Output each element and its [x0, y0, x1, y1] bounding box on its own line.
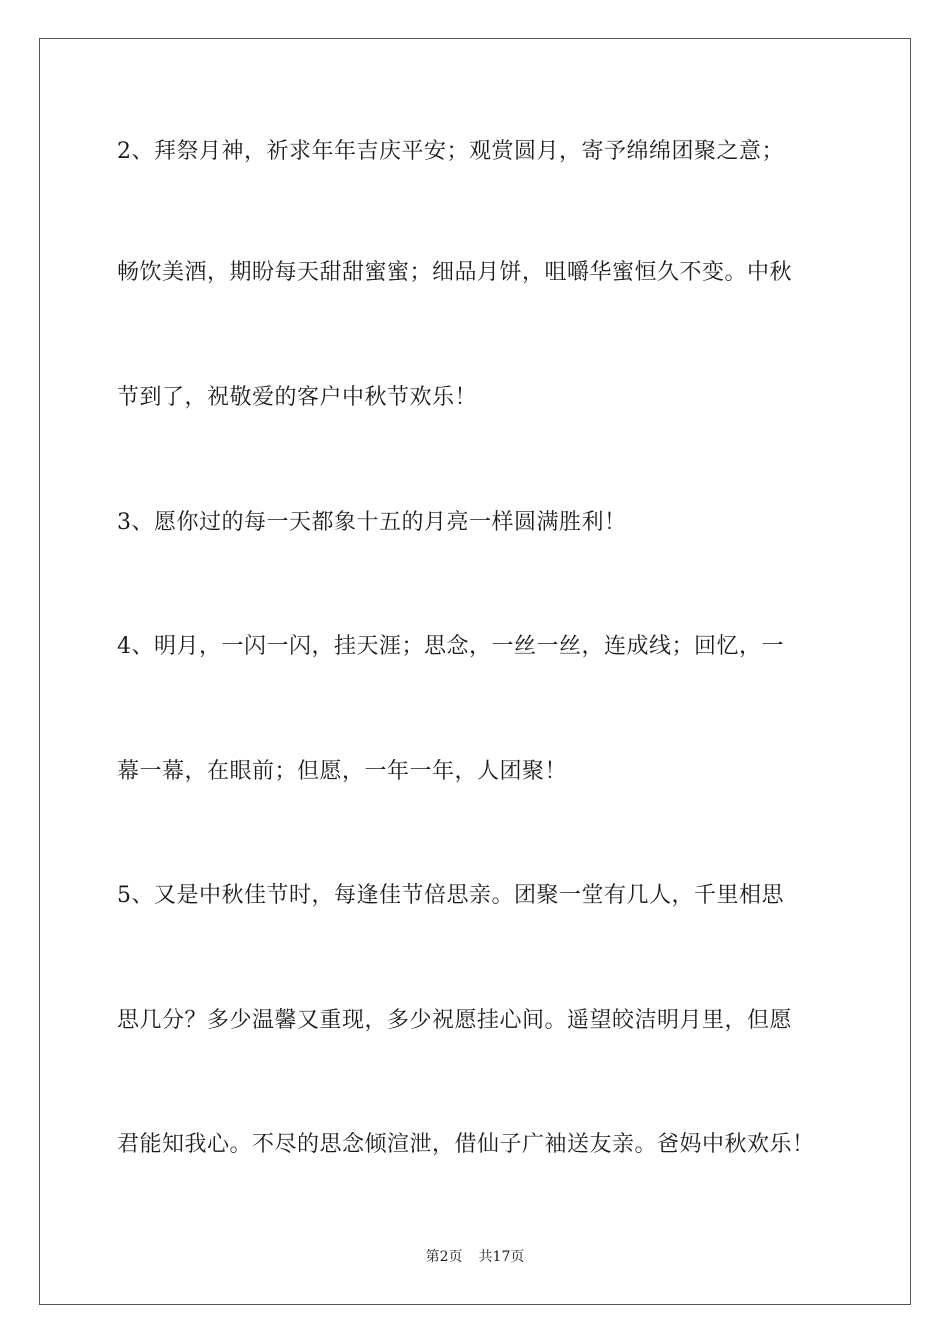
text-line-3: 节到了，祝敬爱的客户中秋节欢乐！	[117, 385, 478, 410]
text-line-4: 3、愿你过的每一天都象十五的月亮一样圆满胜利！	[117, 510, 627, 535]
text-line-2: 畅饮美酒，期盼每天甜甜蜜蜜；细品月饼，咀嚼华蜜恒久不变。中秋	[117, 260, 793, 285]
text-line-9: 君能知我心。不尽的思念倾渲泄，借仙子广袖送友亲。爸妈中秋欢乐！	[117, 1132, 815, 1157]
text-line-8: 思几分？多少温馨又重现，多少祝愿挂心间。遥望皎洁明月里，但愿	[117, 1008, 793, 1033]
text-line-7: 5、又是中秋佳节时，每逢佳节倍思亲。团聚一堂有几人，千里相思	[117, 883, 784, 908]
text-line-1: 2、拜祭月神，祈求年年吉庆平安；观赏圆月，寄予绵绵团聚之意；	[117, 139, 784, 164]
page-total: 共17页	[478, 1249, 525, 1265]
page-frame	[39, 38, 911, 1305]
page-footer	[0, 1247, 950, 1267]
text-line-5: 4、明月，一闪一闪，挂天涯；思念，一丝一丝，连成线；回忆，一	[117, 634, 784, 659]
page-number: 第2页	[425, 1249, 463, 1265]
text-line-6: 幕一幕，在眼前；但愿，一年一年，人团聚！	[117, 759, 568, 784]
